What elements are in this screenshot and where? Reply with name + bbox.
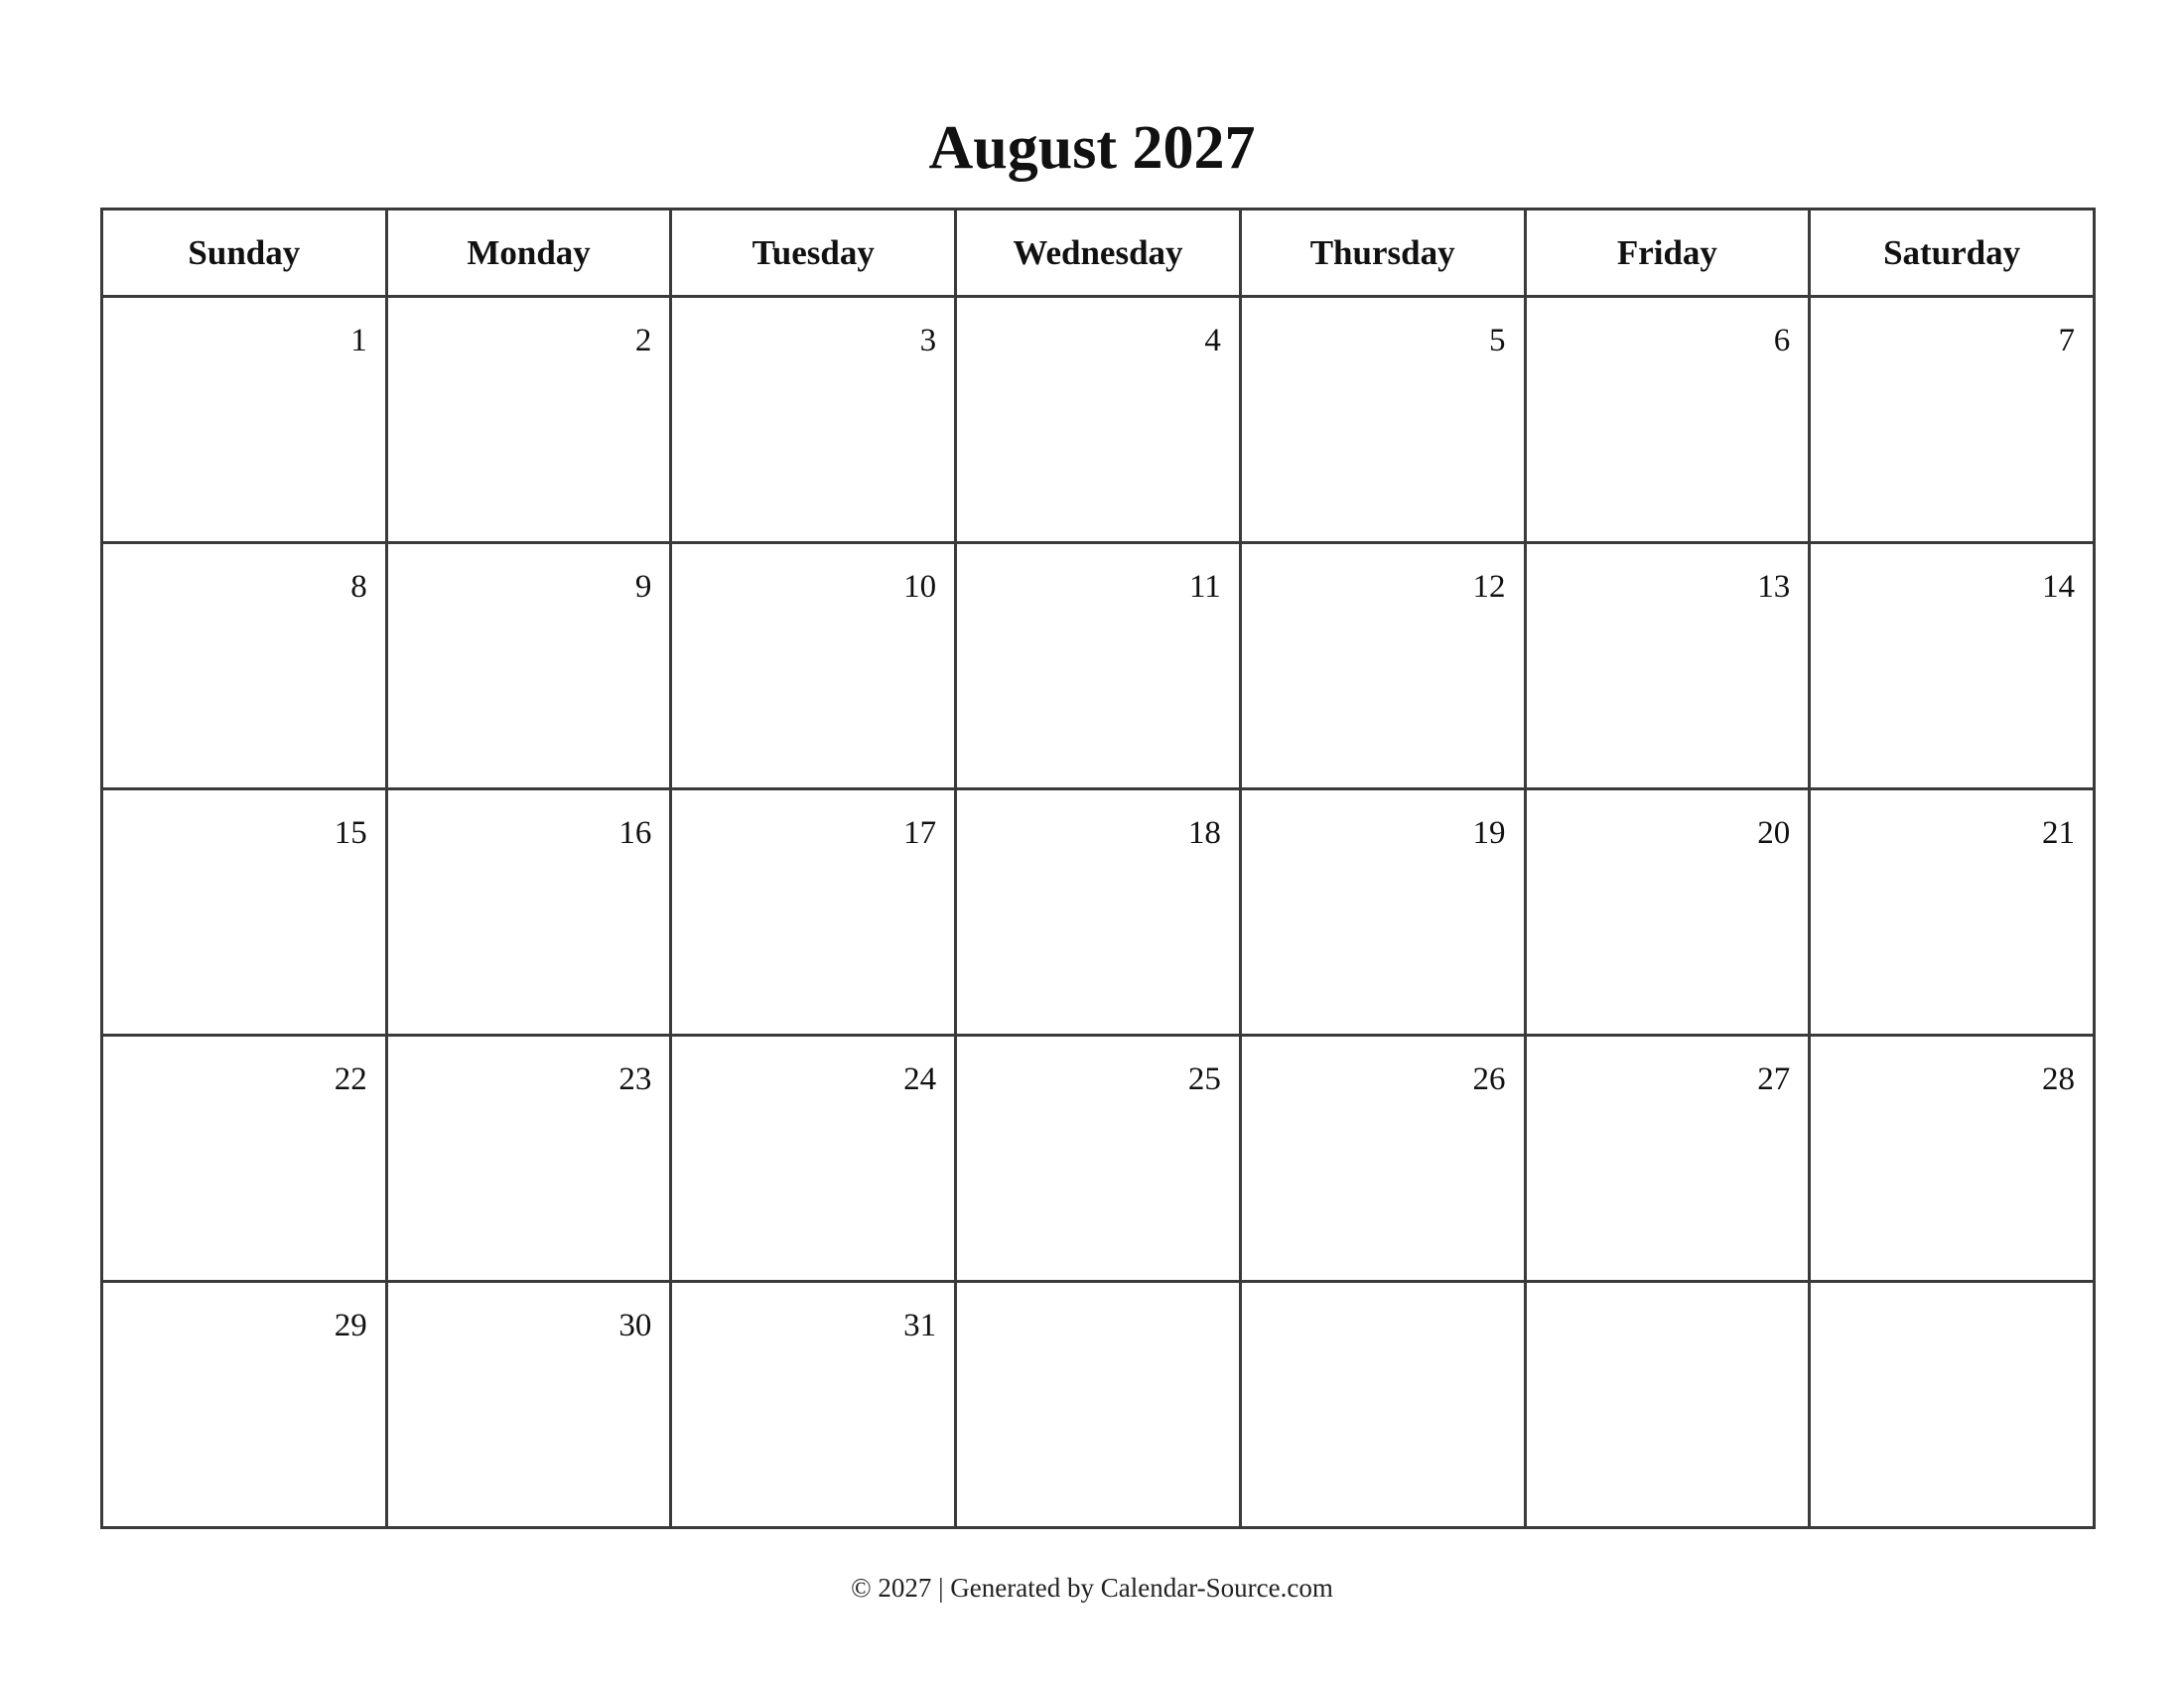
day-cell	[102, 543, 387, 789]
day-cell	[102, 297, 387, 543]
day-cell	[386, 789, 671, 1036]
day-cell-empty	[1810, 1282, 2095, 1528]
day-cell	[671, 789, 956, 1036]
day-number: 26	[1472, 1061, 1506, 1097]
day-number: 25	[1187, 1061, 1221, 1097]
day-number: 24	[903, 1061, 937, 1097]
day-cell	[1240, 297, 1525, 543]
day-number	[957, 1283, 1239, 1307]
day-cell	[1810, 789, 2095, 1036]
day-cell	[671, 297, 956, 543]
week-row	[102, 297, 2095, 543]
day-number: 22	[334, 1061, 367, 1097]
day-number: 18	[1187, 815, 1221, 851]
day-number: 6	[1773, 323, 1791, 358]
day-cell	[102, 1282, 387, 1528]
day-number: 20	[1757, 815, 1791, 851]
day-cell	[102, 789, 387, 1036]
calendar-title: August 2027	[928, 114, 1256, 182]
day-cell	[102, 1036, 387, 1282]
day-number: 30	[618, 1308, 652, 1343]
day-cell-empty	[956, 1282, 1241, 1528]
day-number: 7	[2058, 323, 2075, 358]
weekday-header-row	[102, 210, 2095, 297]
day-number: 2	[634, 323, 652, 358]
day-cell	[1810, 297, 2095, 543]
day-cell	[1525, 789, 1810, 1036]
day-number	[1811, 1283, 2093, 1307]
footer-credit: © 2027 | Generated by Calendar-Source.com	[851, 1573, 1333, 1603]
day-cell	[671, 1036, 956, 1282]
day-cell	[1810, 543, 2095, 789]
week-row	[102, 1036, 2095, 1282]
day-cell	[671, 543, 956, 789]
day-cell	[386, 543, 671, 789]
day-cell	[1525, 297, 1810, 543]
week-row	[102, 543, 2095, 789]
day-number: 3	[919, 323, 937, 358]
day-cell-empty	[1525, 1282, 1810, 1528]
day-number: 17	[903, 815, 937, 851]
week-row	[102, 789, 2095, 1036]
day-number: 31	[903, 1308, 937, 1343]
day-number: 15	[334, 815, 367, 851]
day-number: 13	[1757, 569, 1791, 605]
day-number: 14	[2042, 569, 2075, 605]
calendar-grid	[100, 208, 2096, 1529]
day-number: 5	[1489, 323, 1506, 358]
day-cell	[1240, 1036, 1525, 1282]
day-cell	[956, 1036, 1241, 1282]
day-number: 23	[618, 1061, 652, 1097]
day-number: 11	[1189, 569, 1221, 605]
week-row	[102, 1282, 2095, 1528]
day-number: 28	[2042, 1061, 2075, 1097]
day-number: 12	[1472, 569, 1506, 605]
weekday-header-wednesday: Wednesday	[956, 210, 1241, 297]
day-number: 8	[350, 569, 367, 605]
day-number: 19	[1472, 815, 1506, 851]
weekday-header-sunday: Sunday	[102, 210, 387, 297]
day-number: 16	[618, 815, 652, 851]
weekday-header-saturday: Saturday	[1810, 210, 2095, 297]
day-cell	[956, 789, 1241, 1036]
weekday-header-thursday: Thursday	[1240, 210, 1525, 297]
weekday-header-friday: Friday	[1525, 210, 1810, 297]
day-number: 10	[903, 569, 937, 605]
day-cell	[671, 1282, 956, 1528]
day-cell	[386, 1036, 671, 1282]
weekday-header-monday: Monday	[386, 210, 671, 297]
day-number	[1527, 1283, 1809, 1307]
day-number: 4	[1204, 323, 1221, 358]
day-cell	[1525, 1036, 1810, 1282]
day-number: 27	[1757, 1061, 1791, 1097]
day-cell	[386, 1282, 671, 1528]
day-number	[1242, 1283, 1524, 1307]
day-cell	[956, 543, 1241, 789]
day-number: 29	[334, 1308, 367, 1343]
day-cell	[386, 297, 671, 543]
day-cell	[956, 297, 1241, 543]
day-number: 21	[2042, 815, 2075, 851]
day-cell	[1525, 543, 1810, 789]
day-cell	[1240, 789, 1525, 1036]
weekday-header-tuesday: Tuesday	[671, 210, 956, 297]
day-cell-empty	[1240, 1282, 1525, 1528]
day-cell	[1810, 1036, 2095, 1282]
day-cell	[1240, 543, 1525, 789]
day-number: 9	[634, 569, 652, 605]
day-number: 1	[350, 323, 367, 358]
